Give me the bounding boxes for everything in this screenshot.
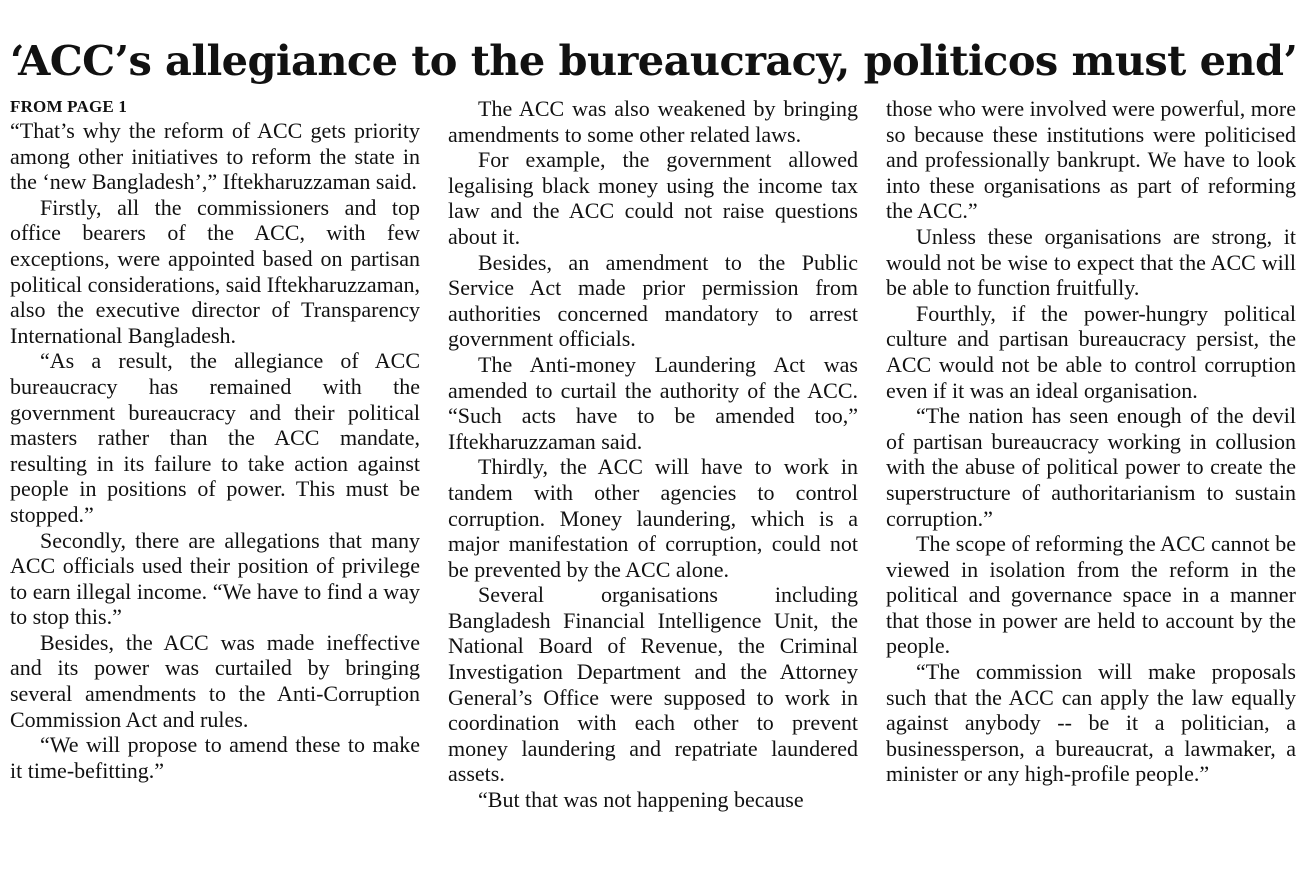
paragraph: those who were involved were powerful, more so because these institutions were politicised and professionally bankrupt. We have to look into these organisations as part of reforming the ACC.” (886, 96, 1296, 224)
paragraph: For example, the government allowed legalising black money using the income tax law and the ACC could not raise questions about it. (448, 147, 858, 249)
paragraph: The ACC was also weakened by bringing amendments to some other related laws. (448, 96, 858, 147)
paragraph: Fourthly, if the power-hungry political culture and partisan bureaucracy persist, the ACC would not be able to control corruption even if it was an ideal organisation. (886, 300, 1296, 403)
paragraph: Secondly, there are allegations that many ACC officials used their position of privilege to earn illegal income. “We have to find a way to stop this.” (10, 527, 420, 630)
paragraph: Thirdly, the ACC will have to work in tandem with other agencies to control corruption. Money laundering, which is a major manifestation of corruption, could not be prevented by the ACC alone. (448, 454, 858, 582)
column-3 (886, 96, 1296, 787)
paragraph: Besides, the ACC was made ineffective and its power was curtailed by bringing several amendments to the Anti-Corruption Commission Act and rules. (10, 629, 420, 732)
paragraph: “That’s why the reform of ACC gets priority among other initiatives to reform the state in the ‘new Bangladesh’,” Iftekharuzzaman said. (10, 118, 420, 195)
paragraph: “We will propose to amend these to make it time-befitting.” (10, 732, 420, 783)
column-2 (448, 96, 858, 813)
paragraph: Several organisations including Bangladesh Financial Intelligence Unit, the National Board of Revenue, the Criminal Investigation Department and the Attorney General’s Office were supposed to work in coordination with each other to prevent money laundering and repatriate laundered assets. (448, 582, 858, 787)
paragraph: The Anti-money Laundering Act was amended to curtail the authority of the ACC. “Such acts have to be amended too,” Iftekharuzzaman said. (448, 351, 858, 454)
paragraph: “As a result, the allegiance of ACC bureaucracy has remained with the government bureaucracy and their political masters rather than the ACC mandate, resulting in its failure to take action against people in positions of power. This must be stopped.” (10, 348, 420, 527)
paragraph: Unless these organisations are strong, it would not be wise to expect that the ACC will be able to function fruitfully. (886, 223, 1296, 301)
paragraph: The scope of reforming the ACC cannot be viewed in isolation from the reform in the political and governance space in a manner that those in power are held to account by the people. (886, 531, 1296, 659)
from-page-kicker: FROM PAGE 1 (10, 97, 128, 116)
headline: ‘ACC’s allegiance to the bureaucracy, politicos must end’ (10, 36, 1298, 85)
column-1 (10, 96, 420, 783)
paragraph: “The nation has seen enough of the devil of partisan bureaucracy working in collusion with the abuse of political power to create the superstructure of authoritarianism to sustain corruption.” (886, 403, 1296, 531)
paragraph: “But that was not happening because (478, 787, 804, 813)
paragraph: Firstly, all the commissioners and top office bearers of the ACC, with few exceptions, were appointed based on partisan political considerations, said Iftekharuzzaman, also the executive director of Transparency International Bangladesh. (10, 194, 420, 348)
paragraph: “The commission will make proposals such that the ACC can apply the law equally against anybody -- be it a politician, a businessperson, a bureaucrat, a lawmaker, a minister or any high-profile people.” (886, 659, 1296, 787)
paragraph: Besides, an amendment to the Public Service Act made prior permission from authorities concerned mandatory to arrest government officials. (448, 249, 858, 352)
